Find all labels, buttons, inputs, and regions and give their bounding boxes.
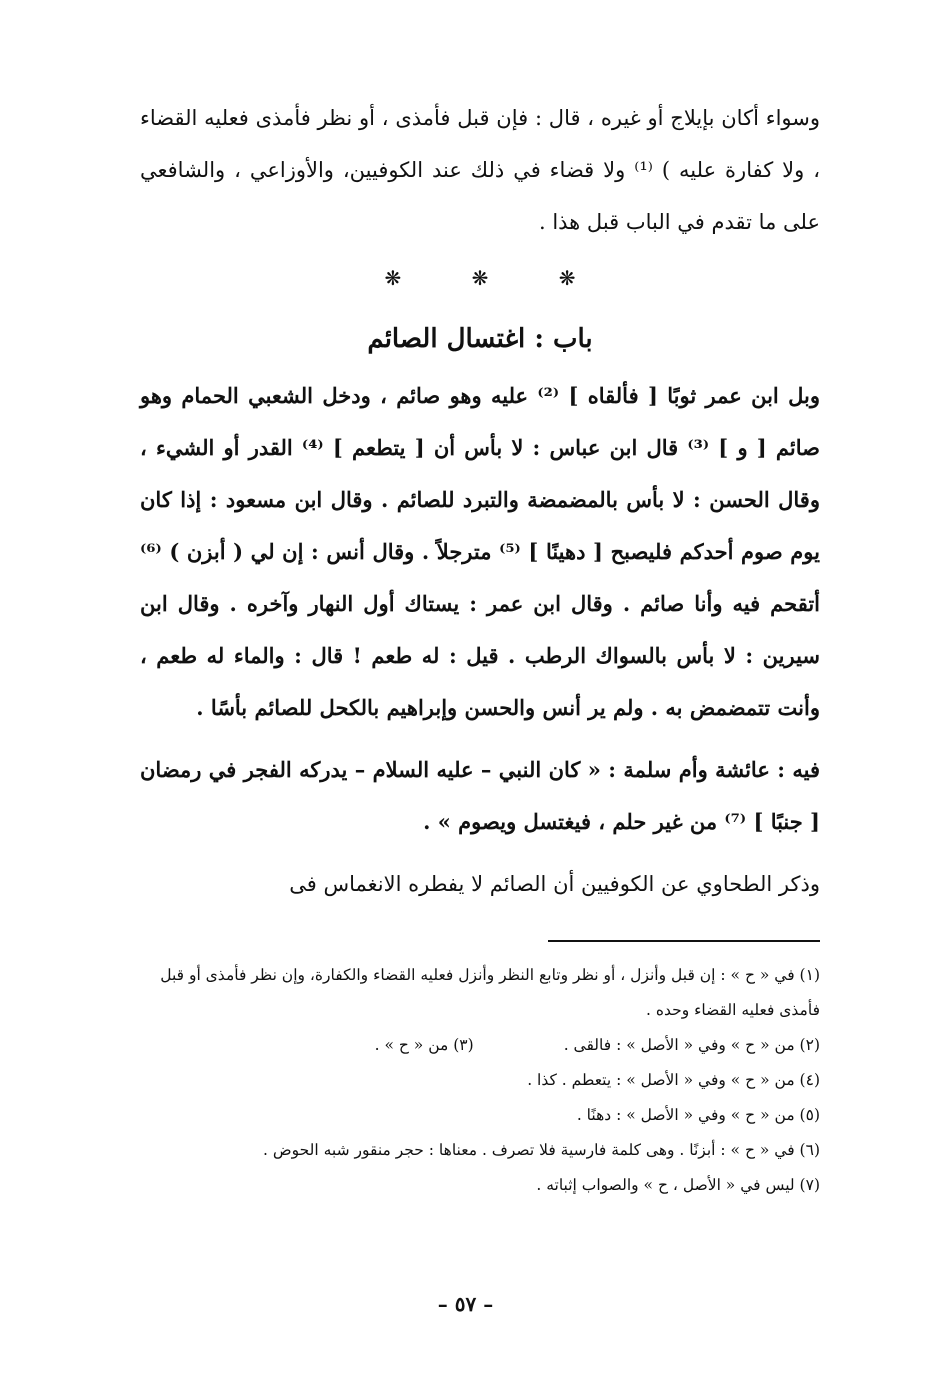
star-icon: ❋ [471,266,489,290]
star-icon: ❋ [558,266,576,290]
chapter-title: باب : اغتسال الصائم [367,324,593,354]
footnote-7: (٧) ليس في « الأصل ، ح » والصواب إثباته . [536,1176,820,1194]
intro-paragraph: وسواء أكان بإيلاج أو غيره ، قال : فإن قبل فأمذى ، أو نظر فأمذى فعليه القضاء ، ولا كفارة عليه ) ⁽¹⁾ ولا قضاء في ذلك عند الكوفيين، والأوزاعي ، والشافعي على ما تقدم في الباب قبل هذا . [140,106,820,234]
main-text-block [140,92,820,910]
footnote-2: (٢) من « ح » وفي « الأصل » : فالقى . [563,1036,820,1054]
footnote-divider [548,940,820,942]
footnote-row-2-3 [140,1028,820,1063]
footnote-3: (٣) من « ح » . [374,1036,474,1054]
page-number: – ٥٧ – [437,1292,494,1316]
hadith-paragraph: فيه : عائشة وأم سلمة : « كان النبي – عليه السلام – يدركه الفجر في رمضان [ جنبًا ] ⁽⁷⁾ من غير حلم ، فيغتسل ويصوم » . [140,757,820,834]
section-separator [140,248,820,308]
star-icon: ❋ [384,266,402,290]
main-paragraph: وبل ابن عمر ثوبًا [ فألقاه ] ⁽²⁾ عليه وهو صائم ، ودخل الشعبي الحمام وهو صائم [ و ] ⁽³⁾ قال ابن عباس : لا بأس أن [ يتطعم ] ⁽⁴⁾ القدر أو الشيء ، وقال الحسن : لا بأس بالمضمضة والتبرد للصائم . وقال ابن مسعود : إذا كان يوم صوم أحدكم فليصبح [ دهينًا ] ⁽⁵⁾ مترجلاً . وقال أنس : إن لي ( أبزن ) ⁽⁶⁾ أتقحم فيه وأنا صائم . وقال ابن عمر : يستاك أول النهار وآخره . وقال ابن سيرين : لا بأس بالسواك الرطب . قيل : له طعم ! قال : والماء له طعم ، وأنت تتمضمض به . ولم ير أنس والحسن وإبراهيم بالكحل للصائم بأسًا . [140,383,820,720]
footnote-1: (١) في « ح » : إن قبل وأنزل ، أو نظر وتابع النظر وأنزل فعليه القضاء والكفارة، وإن نظر فأمذى أو قبل فأمذى فعليه القضاء وحده . [160,966,820,1019]
last-paragraph: وذكر الطحاوي عن الكوفيين أن الصائم لا يفطره الانغماس فى [289,872,820,896]
footnote-6: (٦) في « ح » : أبزنًا . وهى كلمة فارسية فلا تصرف . معناها : حجر منقور شبه الحوض . [263,1141,820,1159]
footnote-4: (٤) من « ح » وفي « الأصل » : يتعطم . كذا . [527,1071,820,1089]
footnote-5: (٥) من « ح » وفي « الأصل » : دهنًا . [576,1106,820,1124]
footnotes [140,958,820,1203]
